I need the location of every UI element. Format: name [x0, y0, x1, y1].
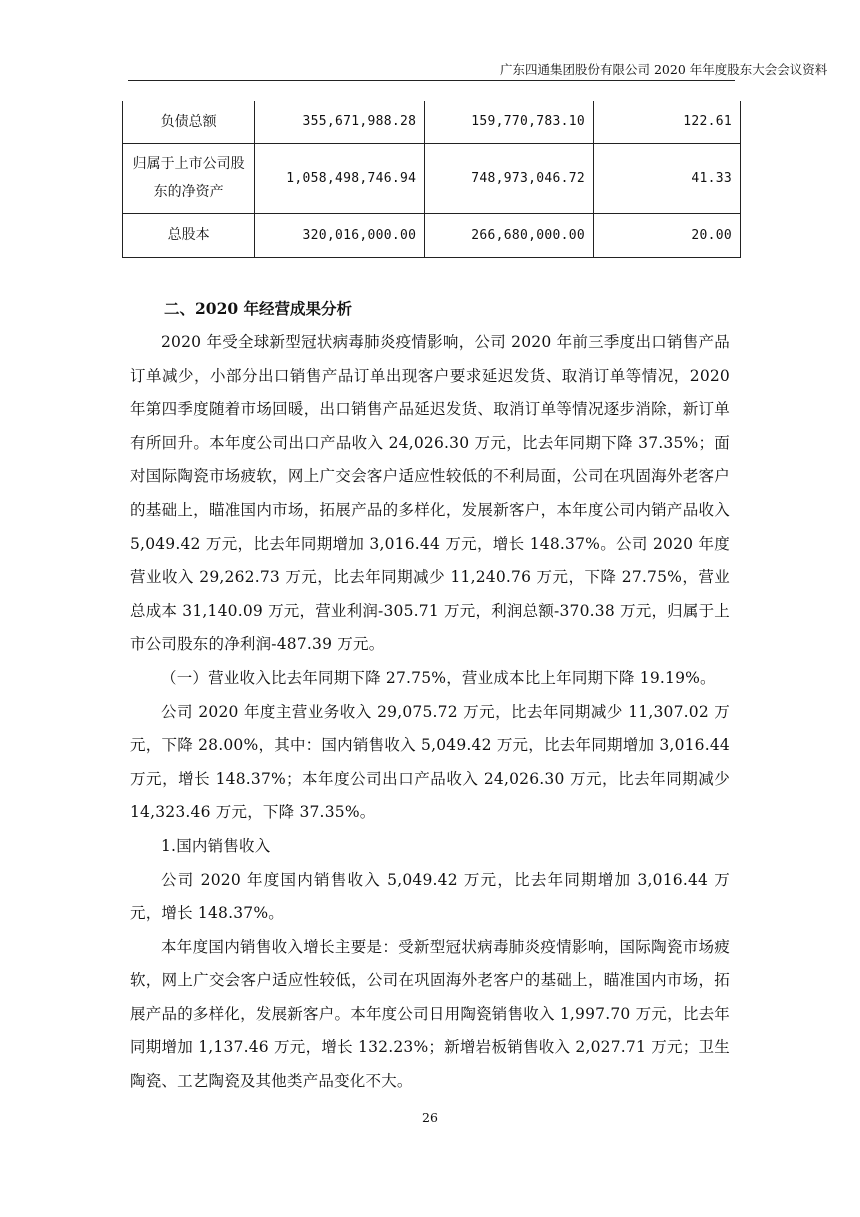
cell-value: 266,680,000.00 [425, 213, 594, 257]
page-number: 26 [422, 1110, 438, 1125]
row-label: 归属于上市公司股东的净资产 [123, 143, 255, 213]
cell-value: 355,671,988.28 [255, 101, 425, 143]
table-row [123, 101, 741, 143]
paragraph: 公司 2020 年度主营业务收入 29,075.72 万元，比去年同期减少 11,307.02 万元，下降 28.00%，其中：国内销售收入 5,049.42 万元，比去年同期增加 3,016.44 万元，增长 148.37%；本年度公司出口产品收入 24,026.30 万元，比去年同期减少 14,323.46 万元，下降 37.35%。 [130, 702, 730, 822]
cell-value: 41.33 [593, 143, 740, 213]
table-row [123, 213, 741, 257]
cell-value: 1,058,498,746.94 [255, 143, 425, 213]
section-heading: 二、2020 年经营成果分析 [164, 299, 353, 318]
cell-value: 748,973,046.72 [425, 143, 594, 213]
paragraph: 本年度国内销售收入增长主要是：受新型冠状病毒肺炎疫情影响，国际陶瓷市场疲软，网上广交会客户适应性较低，公司在巩固海外老客户的基础上，瞄准国内市场，拓展产品的多样化，发展新客户。本年度公司日用陶瓷销售收入 1,997.70 万元，比去年同期增加 1,137.46 万元，增长 132.23%；新增岩板销售收入 2,027.71 万元；卫生陶瓷、工艺陶瓷及其他类产品变化不大。 [130, 937, 730, 1091]
financial-table [122, 101, 741, 258]
row-label: 总股本 [123, 213, 255, 257]
row-label: 负债总额 [123, 101, 255, 143]
cell-value: 122.61 [593, 101, 740, 143]
body-content [130, 292, 730, 1099]
cell-value: 159,770,783.10 [425, 101, 594, 143]
paragraph: （一）营业收入比去年同期下降 27.75%，营业成本比上年同期下降 19.19%。 [161, 668, 716, 687]
header-rule [128, 80, 735, 81]
paragraph: 2020 年受全球新型冠状病毒肺炎疫情影响，公司 2020 年前三季度出口销售产品订单减少，小部分出口销售产品订单出现客户要求延迟发货、取消订单等情况，2020 年第四季度随着市场回暖，出口销售产品延迟发货、取消订单等情况逐步消除，新订单有所回升。本年度公司出口产品收入 24,026.30 万元，比去年同期下降 37.35%；面对国际陶瓷市场疲软，网上广交会客户适应性较低的不利局面，公司在巩固海外老客户的基础上，瞄准国内市场，拓展产品的多样化，发展新客户，本年度公司内销产品收入 5,049.42 万元，比去年同期增加 3,016.44 万元，增长 148.37%。公司 2020 年度营业收入 29,262.73 万元，比去年同期减少 11,240.76 万元，下降 27.75%，营业总成本 31,140.09 万元，营业利润-305.71 万元，利润总额-370.38 万元，归属于上市公司股东的净利润-487.39 万元。 [130, 333, 730, 654]
cell-value: 320,016,000.00 [255, 213, 425, 257]
document-header: 广东四通集团股份有限公司 2020 年年度股东大会会议资料 [500, 62, 828, 77]
cell-value: 20.00 [593, 213, 740, 257]
paragraph: 公司 2020 年度国内销售收入 5,049.42 万元，比去年同期增加 3,016.44 万元，增长 148.37%。 [130, 870, 730, 923]
table-row [123, 143, 741, 213]
subsection-heading: 1.国内销售收入 [161, 836, 271, 855]
